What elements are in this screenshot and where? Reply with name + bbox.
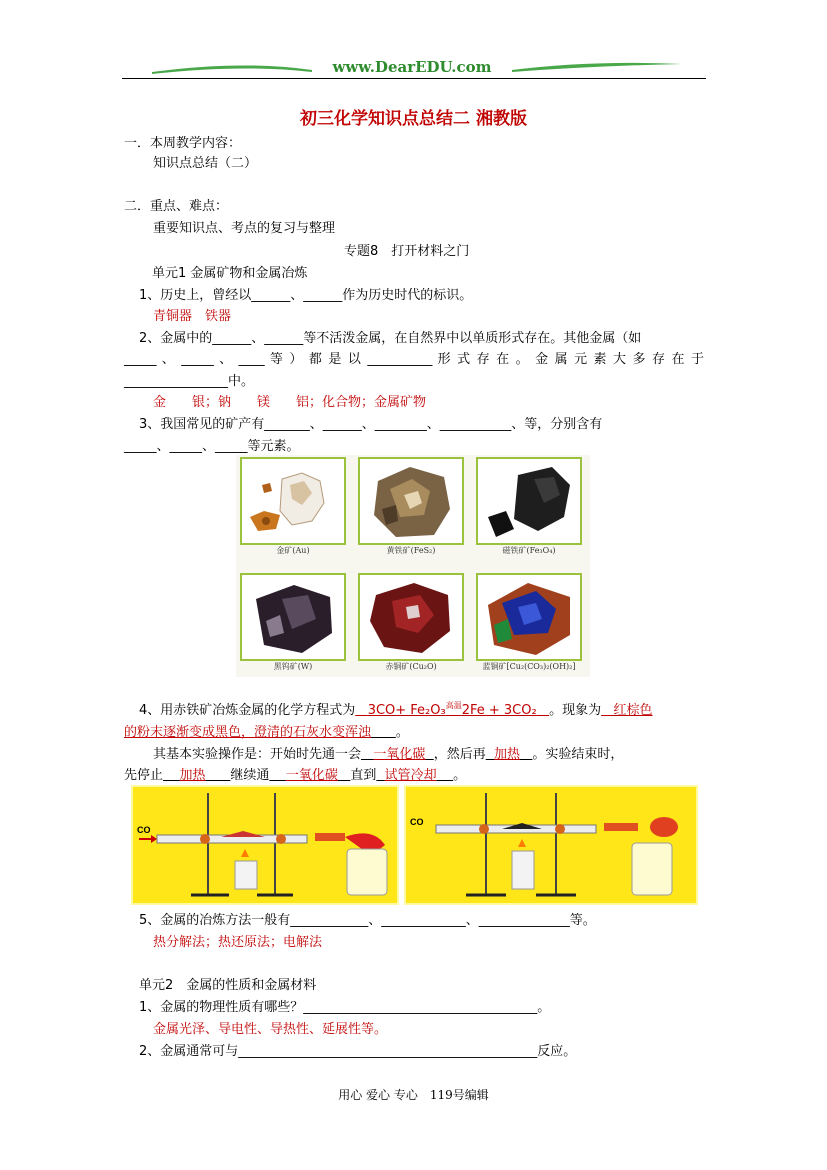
mineral-azurite [476, 573, 582, 677]
q4-l4-mid1: 继续通 [230, 768, 270, 783]
apparatus-left-label: CO [137, 825, 151, 835]
apparatus-left [131, 785, 399, 905]
mineral-caption: 磁铁矿(Fe₃O₄) [502, 546, 556, 555]
page-footer: 用心 爱心 专心 119号编辑 [338, 1088, 489, 1102]
unit1-q1: 1、历史上，曾经以______、______作为历史时代的标识。 [139, 288, 473, 303]
mineral-caption: 赤铜矿(Cu₂O) [385, 662, 437, 671]
mineral-caption: 黄铁矿(FeS₂) [386, 546, 436, 555]
q4-l3-pre: 其基本实验操作是：开始时先通一会 [153, 747, 362, 762]
mineral-gold [240, 457, 346, 561]
topic-heading: 专题8 打开材料之门 [344, 244, 470, 259]
q4-equation [355, 703, 549, 718]
q4-eq-lhs: 3CO+ Fe₂O₃ [367, 703, 446, 718]
q4-eq-condition: 高温 [445, 701, 462, 710]
unit1-q2-line2: _____ 、 _____ 、 ____ 等 ） 都 是 以 __________ 形 式 存 在 。 金 属 元 素 大 多 存 在 于 [124, 352, 704, 367]
unit1-q2-line3: ________________中。 [124, 374, 255, 389]
q4-l3-answer1: 一氧化碳 [373, 747, 426, 762]
q4-l3-mid: ，然后再 [433, 747, 486, 762]
unit2-heading: 单元2 金属的性质和金属材料 [139, 978, 317, 993]
minerals-figure [236, 455, 590, 677]
unit2-q1: 1、金属的物理性质有哪些？____________________________________。 [139, 1000, 551, 1015]
unit2-q2: 2、金属通常可与______________________________________________反应。 [139, 1044, 577, 1059]
q4-answer-a: 红棕色 [613, 703, 653, 718]
q4-l4-answer1: 加热 [179, 768, 206, 783]
page-title: 初三化学知识点总结二 湘教版 [300, 109, 527, 129]
section-1-heading: 一．本周教学内容： [124, 136, 242, 151]
q4-l3-end: 。实验结束时， [532, 747, 624, 762]
unit1-q4-line2 [124, 721, 409, 740]
apparatus-right [404, 785, 698, 905]
mineral-caption: 黑钨矿(W) [273, 662, 313, 671]
mineral-pyrite [358, 457, 464, 561]
section-2-body: 重要知识点、考点的复习与整理 [153, 221, 336, 236]
unit1-q2-line1: 2、金属中的______、______等不活泼金属，在自然界中以单质形式存在。其他金属（如 [139, 331, 642, 346]
q4-l4-pre: 先停止 [124, 768, 164, 783]
header-banner [122, 58, 706, 80]
q4-l2-end: 。 [395, 725, 409, 740]
unit1-a1: 青铜器 铁器 [153, 309, 232, 324]
q4-phenomenon-a [601, 703, 652, 718]
apparatus-right-label: CO [410, 817, 424, 827]
unit1-a2: 金 银；钠 镁 铝；化合物；金属矿物 [153, 395, 427, 410]
site-url[interactable]: www.DearEDU.com [332, 58, 492, 76]
q4-l4-answer3: 试管冷却 [384, 768, 437, 783]
unit1-q3-line2: _____、_____、_____等元素。 [124, 439, 300, 454]
unit1-heading: 单元1 金属矿物和金属冶炼 [152, 266, 308, 281]
mineral-cuprite [358, 573, 464, 677]
mineral-caption: 蓝铜矿[Cu₂(CO₃)₂(OH)₂] [482, 662, 576, 671]
q4-phenomenon-b: 的粉末逐渐变成黑色，澄清的石灰水变浑浊 [124, 725, 372, 740]
mineral-caption: 金矿(Au) [276, 546, 310, 555]
q4-l3-answer2: 加热 [493, 747, 520, 762]
unit1-a5: 热分解法；热还原法；电解法 [153, 935, 323, 950]
unit1-q4-line3 [153, 743, 623, 762]
unit1-q4-line1 [139, 699, 653, 718]
q4-prefix: 4、用赤铁矿冶炼金属的化学方程式为 [139, 703, 356, 718]
section-2-heading: 二．重点、难点： [124, 199, 229, 214]
q4-l4-answer2: 一氧化碳 [285, 768, 338, 783]
q4-l4-end: 。 [453, 768, 467, 783]
mineral-magnetite [476, 457, 582, 561]
header-rule [122, 78, 706, 79]
unit2-a1: 金属光泽、导电性、导热性、延展性等。 [153, 1022, 388, 1037]
section-1-body: 知识点总结（二） [153, 156, 258, 171]
mineral-wolframite [240, 573, 346, 677]
q4-eq-rhs: 2Fe + 3CO₂ [461, 703, 537, 718]
q4-phenomenon-label: 。现象为 [549, 703, 602, 718]
unit1-q5: 5、金属的冶炼方法一般有____________、_____________、______________等。 [139, 913, 596, 928]
unit1-q3-line1: 3、我国常见的矿产有_______、______、________、___________、等，分别含有 [139, 417, 603, 432]
q4-l4-mid2: 直到 [350, 768, 377, 783]
unit1-q4-line4 [124, 764, 466, 783]
